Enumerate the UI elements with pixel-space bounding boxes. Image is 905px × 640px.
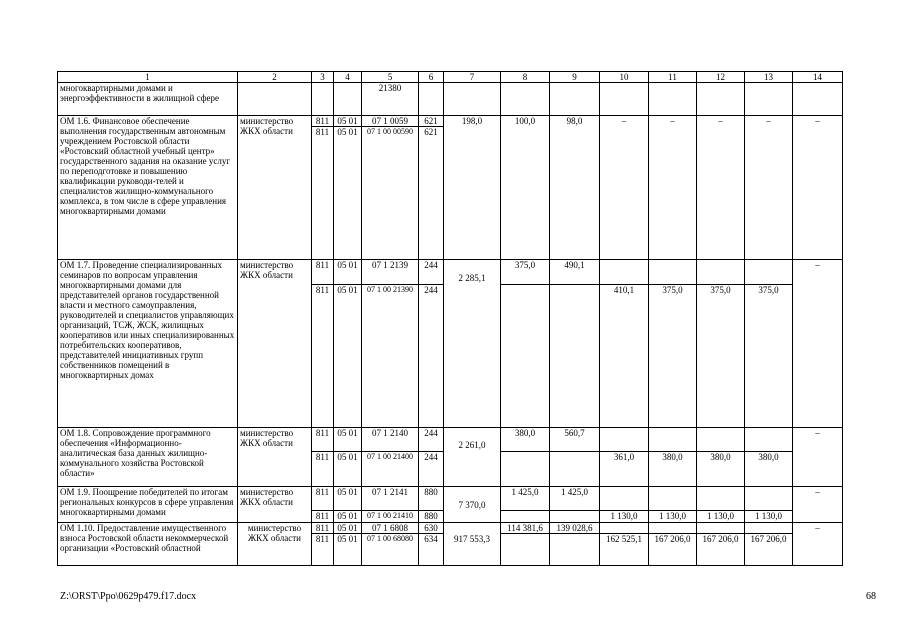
cell: 380,0: [649, 452, 697, 487]
cell: 07 1 00 68080: [362, 534, 419, 566]
cell: 244: [419, 428, 444, 452]
cell: 98,0: [550, 116, 600, 260]
cell: 05 01: [334, 534, 362, 566]
cell: 375,0: [501, 260, 550, 285]
cell: 1 130,0: [649, 511, 697, 523]
table-row: [58, 260, 843, 285]
cell: 100,0: [501, 116, 550, 260]
cell-name: ОМ 1.10. Предоставление имущественного взноса Ростовской области некоммерческой организации «Ростовский областной: [58, 523, 238, 566]
col-header: 8: [501, 72, 550, 83]
cell: 07 1 6808: [362, 523, 419, 534]
cell: 634: [419, 534, 444, 566]
cell: 560,7: [550, 428, 600, 452]
cell-ministry: министерство ЖКХ области: [238, 260, 312, 428]
table-row: [58, 523, 843, 534]
col-header: 7: [444, 72, 501, 83]
cell-ministry: министерство ЖКХ области: [238, 487, 312, 523]
cell: 1 130,0: [600, 511, 649, 523]
cell: 811: [312, 260, 334, 285]
col-header: 10: [600, 72, 649, 83]
col-header: 9: [550, 72, 600, 83]
cell: 2 285,1: [444, 260, 501, 428]
cell: 05 01: [334, 260, 362, 285]
col-header: 11: [649, 72, 697, 83]
cell: 375,0: [649, 285, 697, 428]
cell: 05 01: [334, 511, 362, 523]
cell: 07 1 2139: [362, 260, 419, 285]
cell: 1 425,0: [550, 487, 600, 511]
cell: 811: [312, 523, 334, 534]
cell-ministry: министерство ЖКХ области: [238, 428, 312, 487]
cell: –: [793, 260, 843, 428]
cell: 7 370,0: [444, 487, 501, 523]
cell: 621: [419, 127, 444, 260]
cell: 1 425,0: [501, 487, 550, 511]
cell: 410,1: [600, 285, 649, 428]
cell: 07 1 00 21410: [362, 511, 419, 523]
cell: 05 01: [334, 487, 362, 511]
cell: 811: [312, 487, 334, 511]
table-row: [58, 487, 843, 511]
page-number: 68: [866, 591, 876, 602]
budget-table: [57, 71, 843, 566]
cell: 05 01: [334, 116, 362, 127]
cell: 244: [419, 260, 444, 285]
col-header: 12: [697, 72, 745, 83]
cell: 380,0: [501, 428, 550, 452]
cell: –: [600, 116, 649, 260]
col-header: 13: [745, 72, 793, 83]
cell: 2 261,0: [444, 428, 501, 487]
cell: 167 206,0: [697, 534, 745, 566]
cell: –: [649, 116, 697, 260]
cell: –: [793, 487, 843, 523]
cell: 114 381,6: [501, 523, 550, 534]
cell-name: ОМ 1.7. Проведение специализированных семинаров по вопросам управления многоквартирными домами для представителей органов государственной власти и местного самоуправления, руководителей и специалистов управляющих организаций, ТСЖ, ЖСК, жилищных кооперативов или иных специализированных потребительских кооперативов, представителей инициативных групп собственников помещений в многоквартирных домах: [58, 260, 238, 428]
cell: –: [793, 523, 843, 566]
cell: –: [697, 116, 745, 260]
cell: 244: [419, 452, 444, 487]
cell-ministry: министерство ЖКХ области: [238, 116, 312, 260]
cell-name: многоквартирными домами и энергоэффективности в жилищной сфере: [58, 83, 238, 116]
col-header: 1: [58, 72, 238, 83]
cell: 05 01: [334, 285, 362, 428]
cell: 375,0: [745, 285, 793, 428]
file-path: Z:\ORST\Ppo\0629p479.f17.docx: [60, 591, 197, 602]
table-row: [58, 116, 843, 127]
cell: 07 1 0059: [362, 116, 419, 127]
cell-ministry: министерство ЖКХ области: [238, 523, 312, 566]
header-row: [58, 72, 843, 83]
cell: 490,1: [550, 260, 600, 285]
col-header: 14: [793, 72, 843, 83]
col-header: 5: [362, 72, 419, 83]
cell: 05 01: [334, 523, 362, 534]
cell: 811: [312, 452, 334, 487]
cell: 198,0: [444, 116, 501, 260]
cell: 07 1 00 21400: [362, 452, 419, 487]
cell: 917 553,3: [444, 523, 501, 566]
col-header: 4: [334, 72, 362, 83]
cell: –: [793, 428, 843, 487]
cell: 811: [312, 511, 334, 523]
cell: 630: [419, 523, 444, 534]
cell: 21380: [362, 83, 419, 116]
cell: 139 028,6: [550, 523, 600, 534]
cell: 1 130,0: [697, 511, 745, 523]
cell: 162 525,1: [600, 534, 649, 566]
cell: 07 1 00 00590: [362, 127, 419, 260]
col-header: 2: [238, 72, 312, 83]
cell: 07 1 00 21390: [362, 285, 419, 428]
cell: 167 206,0: [745, 534, 793, 566]
cell: 05 01: [334, 127, 362, 260]
cell: 811: [312, 116, 334, 127]
cell: 811: [312, 285, 334, 428]
cell: 380,0: [697, 452, 745, 487]
cell: 811: [312, 127, 334, 260]
table-row: [58, 428, 843, 452]
cell-name: ОМ 1.9. Поощрение победителей по итогам региональных конкурсов в сфере управления многоквартирными домами: [58, 487, 238, 523]
cell: 621: [419, 116, 444, 127]
cell: 05 01: [334, 452, 362, 487]
cell-name: ОМ 1.6. Финансовое обеспечение выполнения государственным автономным учреждением Ростовской области «Ростовский областной учебный центр» государственного задания на оказание услуг по переподготовке и повышению квалификации руководи-телей и специалистов жилищно-коммунального комплекса, в том числе в сфере управления многоквартирными домами: [58, 116, 238, 260]
cell-name: ОМ 1.8. Сопровождение программного обеспечения «Информационно-аналитическая база данных жилищно-коммунального хозяйства Ростовской области»: [58, 428, 238, 487]
cell: 880: [419, 511, 444, 523]
cell: 07 1 2141: [362, 487, 419, 511]
cell: 07 1 2140: [362, 428, 419, 452]
cell: 380,0: [745, 452, 793, 487]
cell: –: [745, 116, 793, 260]
cell: 1 130,0: [745, 511, 793, 523]
cell: 811: [312, 534, 334, 566]
col-header: 6: [419, 72, 444, 83]
cell: 811: [312, 428, 334, 452]
cell: 880: [419, 487, 444, 511]
cell: 244: [419, 285, 444, 428]
cell: 05 01: [334, 428, 362, 452]
table-row: [58, 83, 843, 116]
cell: 167 206,0: [649, 534, 697, 566]
col-header: 3: [312, 72, 334, 83]
cell: 375,0: [697, 285, 745, 428]
cell: –: [793, 116, 843, 260]
cell: 361,0: [600, 452, 649, 487]
